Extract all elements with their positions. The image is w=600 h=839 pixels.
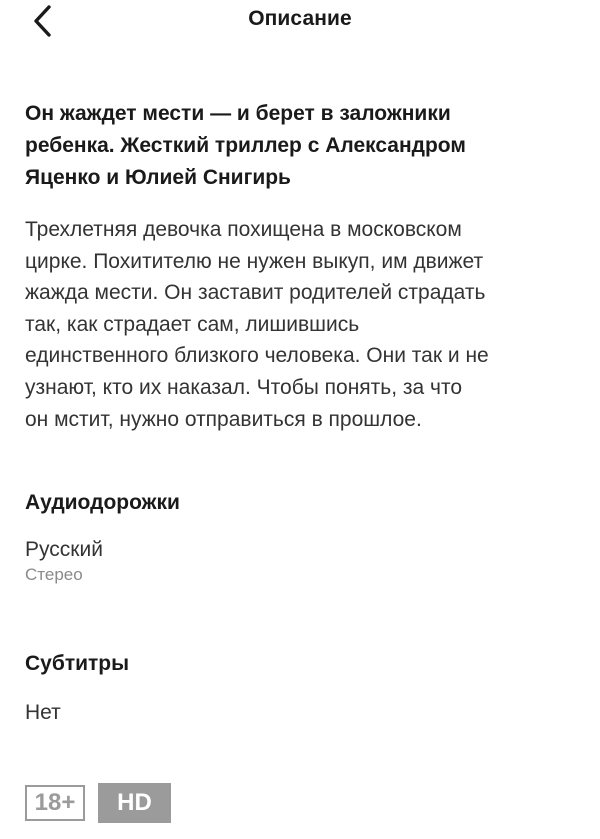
hd-badge: HD (98, 783, 171, 823)
description-text: Трехлетняя девочка похищена в московском цирке. Похитителю не нужен выкуп, им движет жажда мести. Он заставит родителей страдать так, как страдает сам, лишившись единственного близкого человека. Они так и не узнают, кто их наказал. Чтобы понять, за что он мстит, нужно отправиться в прошлое. (25, 218, 489, 431)
badges (25, 785, 171, 823)
audio-section-title: Аудиодорожки (25, 491, 180, 515)
audio-language: Русский (25, 538, 103, 562)
description-content (25, 98, 580, 726)
page-title: Описание (248, 7, 352, 30)
subtitles-section-title: Субтитры (25, 652, 130, 676)
age-rating-badge: 18+ (25, 785, 85, 821)
header (0, 0, 600, 42)
description-headline: Он жаждет мести — и берет в заложники ребенка. Жесткий триллер с Александром Яценко и Юлией Снигирь (25, 102, 466, 189)
audio-type: Стерео (25, 565, 83, 585)
subtitles-value: Нет (25, 701, 61, 725)
